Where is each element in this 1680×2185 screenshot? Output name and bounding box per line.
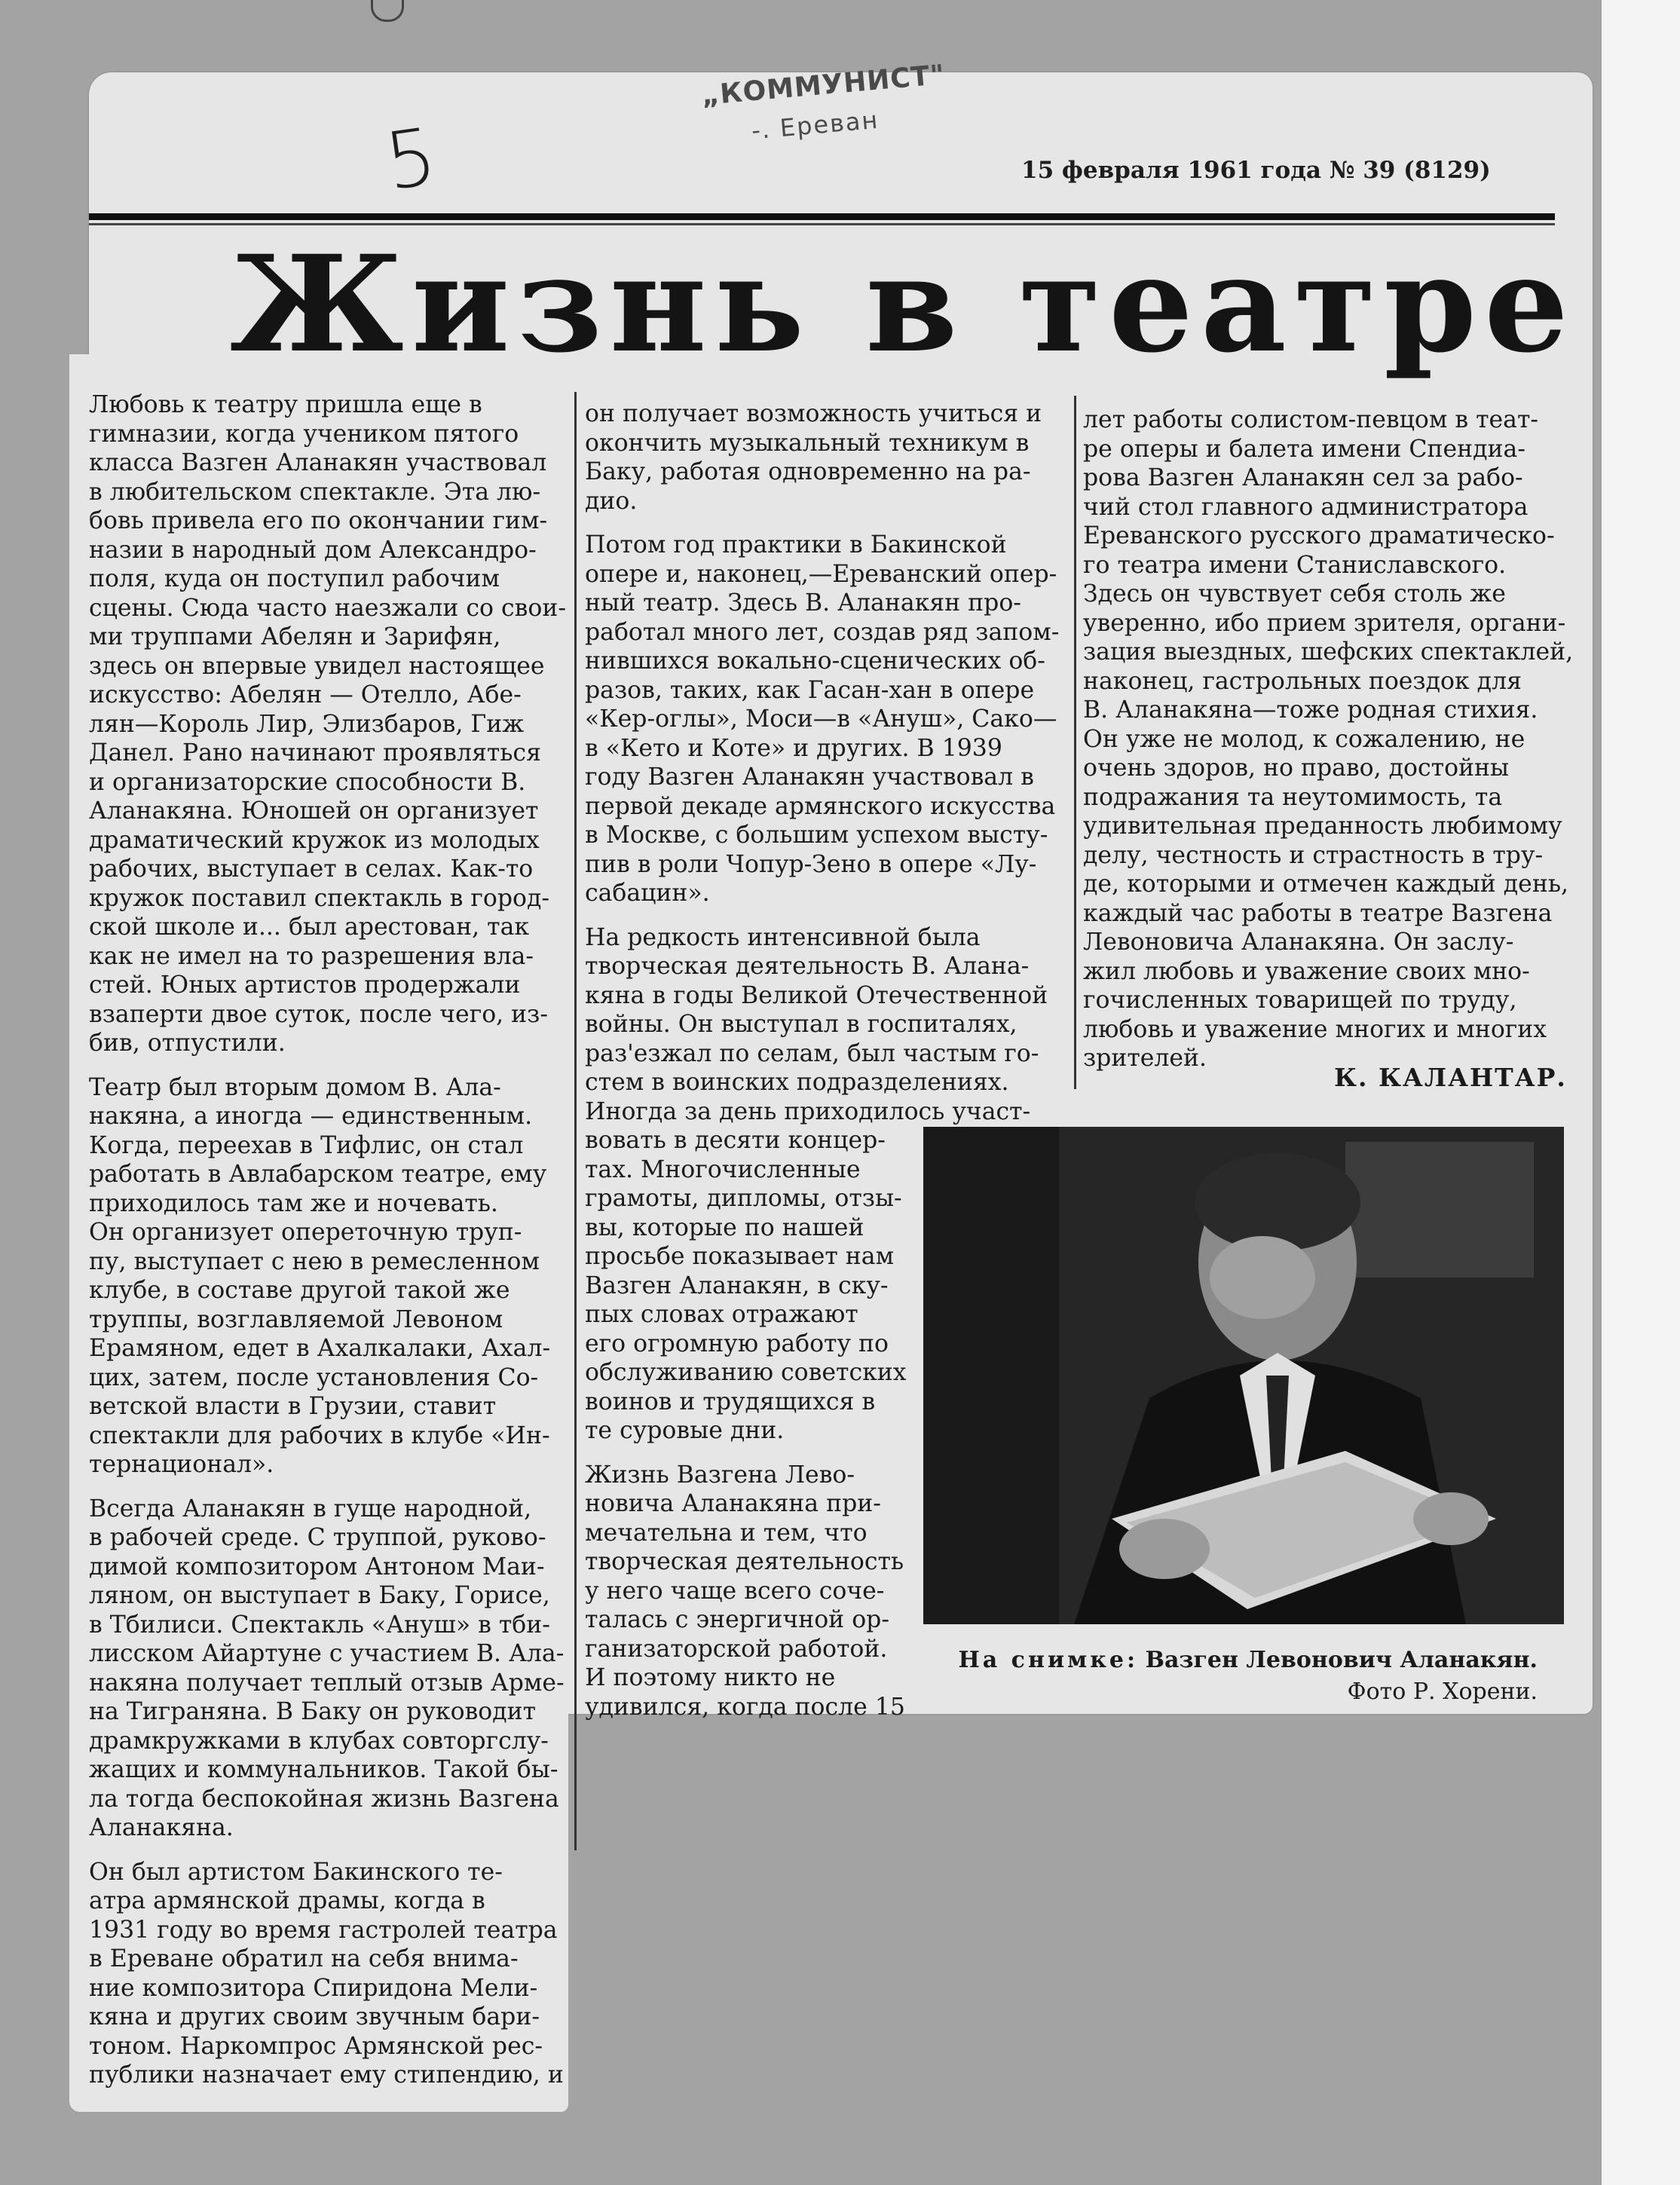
paragraph-gap: [585, 908, 1059, 923]
text-line: удивительная преданность любимому: [1083, 812, 1562, 840]
text-line: Данел. Рано начинают проявляться: [89, 739, 541, 767]
text-line: 1931 году во время гастролей театра: [89, 1916, 558, 1944]
text-line: работал много лет, создав ряд запом-: [585, 618, 1060, 646]
text-line: делу, честность и страстность в тру-: [1083, 841, 1544, 869]
paragraph-gap: [89, 1843, 566, 1858]
text-line: просьбе показывает нам: [585, 1243, 895, 1270]
text-line: Театр был вторым домом В. Ала-: [89, 1073, 501, 1101]
text-line: мечательна и тем, что: [585, 1519, 868, 1547]
text-line: поля, куда он поступил рабочим: [89, 565, 500, 592]
text-line: в Тбилиси. Спектакль «Ануш» в тби-: [89, 1611, 550, 1639]
text-line: жил любовь и уважение своих мно-: [1083, 957, 1530, 985]
text-line: удивился, когда после 15: [585, 1693, 905, 1721]
issue-dateline: 15 февраля 1961 года № 39 (8129): [1021, 157, 1491, 184]
text-line: взаперти двое суток, после чего, из-: [89, 1000, 549, 1028]
caption-subject: Вазген Левонович Аланакян.: [1145, 1647, 1538, 1673]
text-line: наконец, гастрольных поездок для: [1083, 667, 1522, 695]
text-line: Левоновича Аланакяна. Он заслу-: [1083, 929, 1514, 956]
text-line: рова Вазген Аланакян сел за рабо-: [1083, 464, 1523, 491]
text-line: Аланакяна.: [89, 1814, 234, 1841]
text-line: творческая деятельность: [585, 1548, 904, 1575]
text-line: в любительском спектакле. Эта лю-: [89, 478, 541, 506]
text-line: первой декаде армянского искусства: [585, 792, 1056, 820]
article-headline: Жизнь в театре: [230, 226, 1577, 382]
text-line: лет работы солистом-певцом в теат-: [1083, 406, 1539, 433]
text-line: окончить музыкальный техникум в: [585, 429, 1030, 457]
text-line: цих, затем, после установления Со-: [89, 1363, 539, 1391]
stamp-city: -. Ереван: [750, 105, 880, 145]
text-line: обслуживанию советских: [585, 1359, 907, 1386]
pencil-mark: [371, 0, 404, 22]
text-line: в «Кето и Коте» и других. В 1939: [585, 734, 1002, 762]
text-line: ской школе и... был арестован, так: [89, 913, 530, 941]
text-line: назии в народный дом Александро-: [89, 536, 537, 564]
text-line: сцены. Сюда часто наезжали со свои-: [89, 594, 566, 622]
text-line: рабочих, выступает в селах. Как-то: [89, 855, 534, 883]
text-line: ми труппами Абелян и Зарифян,: [89, 623, 501, 650]
text-line: году Вазген Аланакян участвовал в: [585, 764, 1034, 791]
text-line: драмкружками в клубах совторгслу-: [89, 1727, 549, 1755]
text-line: ре оперы и балета имени Спендиа-: [1083, 435, 1525, 463]
text-line: труппы, возглавляемой Левоном: [89, 1305, 503, 1333]
text-line: опере и, наконец,—Ереванский опер-: [585, 560, 1057, 588]
photo-credit: Фото Р. Хорени.: [1347, 1679, 1538, 1705]
text-line: творческая деятельность В. Алана-: [585, 953, 1030, 980]
text-line: ганизаторской работой.: [585, 1635, 888, 1663]
text-line: Ереванского русского драматическо-: [1083, 522, 1555, 549]
paragraph-gap: [89, 1058, 566, 1073]
text-line: в рабочей среде. С труппой, руково-: [89, 1524, 546, 1551]
text-line: лян—Король Лир, Элизбаров, Гиж: [89, 710, 525, 738]
text-line: клубе, в составе другой такой же: [89, 1277, 510, 1304]
text-line: его огромную работу по: [585, 1330, 889, 1357]
photo-caption: [950, 1645, 1538, 1708]
text-line: драматический кружок из молодых: [89, 826, 540, 854]
text-line: пу, выступает с нею в ремесленном: [89, 1247, 540, 1275]
text-line: класса Вазген Аланакян участвовал: [89, 449, 547, 476]
caption-lead: На снимке:: [958, 1647, 1139, 1673]
text-line: те суровые дни.: [585, 1417, 785, 1444]
header-rule: [89, 213, 1555, 220]
text-line: ляном, он выступает в Баку, Горисе,: [89, 1582, 550, 1609]
text-line: как не имел на то разрешения вла-: [89, 942, 534, 970]
scanner-margin: [1602, 0, 1680, 2185]
text-line: бив, отпустили.: [89, 1030, 286, 1057]
text-line: Любовь к театру пришла еще в: [89, 391, 482, 418]
text-line: кяна и других своим звучным бари-: [89, 2003, 540, 2030]
text-line: накяна получает теплый отзыв Арме-: [89, 1669, 565, 1697]
text-line: ный театр. Здесь В. Аланакян про-: [585, 589, 1021, 617]
text-line: на Тиграняна. В Баку он руководит: [89, 1698, 537, 1725]
text-line: ла тогда беспокойная жизнь Вазгена: [89, 1785, 559, 1813]
text-line: кяна в годы Великой Отечественной: [585, 981, 1048, 1009]
text-line: уверенно, ибо прием зрителя, органи-: [1083, 609, 1566, 637]
text-line: дио.: [585, 487, 638, 515]
text-line: тоном. Наркомпрос Армянской рес-: [89, 2032, 543, 2060]
text-line: раз'езжал по селам, был частым го-: [585, 1039, 1039, 1067]
text-line: сабацин».: [585, 880, 710, 907]
text-line: На редкость интенсивной была: [585, 923, 981, 951]
text-line: чий стол главного администратора: [1083, 493, 1529, 521]
stamp-newspaper-name: „КОММУНИСТ": [700, 59, 947, 112]
text-line: «Кер-оглы», Моси—в «Ануш», Сако—: [585, 705, 1057, 733]
column-divider: [574, 392, 577, 1850]
text-line: зация выездных, шефских спектаклей,: [1083, 638, 1574, 666]
text-line: Он организует опереточную труп-: [89, 1219, 522, 1246]
column-divider: [1074, 396, 1076, 1089]
text-line: гочисленных товарищей по труду,: [1083, 987, 1517, 1014]
text-line: грамоты, дипломы, отзы-: [585, 1185, 902, 1212]
text-line: у него чаще всего соче-: [585, 1577, 885, 1605]
text-line: спектакли для рабочих в клубе «Ин-: [89, 1421, 550, 1449]
text-line: Он был артистом Бакинского те-: [89, 1858, 503, 1886]
text-line: работать в Авлабарском театре, ему: [89, 1161, 547, 1188]
caption-line: [950, 1645, 1538, 1676]
text-line: В. Аланакяна—тоже родная стихия.: [1083, 696, 1538, 724]
text-line: тернационал».: [89, 1451, 274, 1478]
text-line: го театра имени Станиславского.: [1083, 551, 1507, 579]
text-line: Всегда Аланакян в гуще народной,: [89, 1495, 532, 1522]
article-column-1: [89, 390, 566, 2090]
text-line: здесь он впервые увидел настоящее: [89, 652, 545, 680]
text-line: разов, таких, как Гасан-хан в опере: [585, 676, 1035, 704]
text-line: Иногда за день приходилось участ-: [585, 1097, 1031, 1125]
text-line: искусство: Абелян — Отелло, Абе-: [89, 681, 522, 708]
header-rule-thin: [89, 223, 1555, 225]
portrait-photo: [923, 1127, 1564, 1624]
text-line: публики назначает ему стипендию, и: [89, 2061, 564, 2089]
text-line: Жизнь Вазгена Лево-: [585, 1461, 855, 1489]
text-line: Он уже не молод, к сожалению, не: [1083, 725, 1525, 753]
text-line: стей. Юных артистов продержали: [89, 972, 521, 999]
text-line: пых словах отражают: [585, 1301, 858, 1328]
handwritten-page-number: 5: [379, 109, 442, 209]
text-line: нившихся вокально-сценических об-: [585, 647, 1045, 675]
text-line: вовать в десяти концер-: [585, 1127, 886, 1154]
text-line: любовь и уважение многих и многих: [1083, 1015, 1547, 1043]
text-line: зрителей.: [1083, 1045, 1207, 1072]
text-line: он получает возможность учиться и: [585, 400, 1042, 427]
text-line: Вазген Аланакян, в ску-: [585, 1272, 889, 1299]
text-line: ветской власти в Грузии, ставит: [89, 1393, 497, 1420]
text-line: бовь привела его по окончании гим-: [89, 507, 548, 534]
text-line: новича Аланакяна при-: [585, 1490, 881, 1517]
author-signature: К. КАЛАНТАР.: [1334, 1063, 1567, 1092]
newspaper-stamp: [700, 58, 965, 193]
text-line: Здесь он чувствует себя столь же: [1083, 580, 1506, 607]
text-line: стем в воинских подразделениях.: [585, 1069, 1009, 1096]
text-line: каждый час работы в театре Вазгена: [1083, 899, 1553, 927]
text-line: ние композитора Спиридона Мели-: [89, 1974, 538, 2002]
text-line: И поэтому никто не: [585, 1664, 836, 1691]
text-line: Ерамяном, едет в Ахалкалаки, Ахал-: [89, 1335, 551, 1362]
text-line: приходилось там же и ночевать.: [89, 1189, 498, 1217]
text-line: пив в роли Чопур-Зено в опере «Лу-: [585, 850, 1037, 878]
text-line: Когда, переехав в Тифлис, он стал: [89, 1131, 524, 1159]
text-line: кружок поставил спектакль в город-: [89, 884, 550, 912]
text-line: Баку, работая одновременно на ра-: [585, 458, 1031, 485]
paragraph-gap: [585, 516, 1059, 531]
text-line: подражания та неутомимость, та: [1083, 783, 1503, 811]
text-line: гимназии, когда учеником пятого: [89, 420, 519, 448]
text-line: димой композитором Антоном Маи-: [89, 1553, 545, 1581]
text-line: накяна, а иногда — единственным.: [89, 1103, 533, 1130]
text-line: в Ереване обратил на себя внима-: [89, 1945, 519, 1972]
text-line: атра армянской драмы, когда в: [89, 1887, 485, 1914]
text-line: тах. Многочисленные: [585, 1155, 861, 1183]
text-line: и организаторские способности В.: [89, 768, 526, 796]
text-line: жащих и коммунальников. Такой бы-: [89, 1756, 558, 1783]
text-line: Аланакяна. Юношей он организует: [89, 797, 539, 825]
text-line: вы, которые по нашей: [585, 1213, 864, 1241]
article-column-3: [1083, 405, 1573, 1073]
text-line: лисском Айартуне с участием В. Ала-: [89, 1640, 565, 1667]
text-line: Потом год практики в Бакинской: [585, 531, 1007, 558]
photo-illustration: [923, 1127, 1564, 1624]
text-line: де, которыми и отмечен каждый день,: [1083, 871, 1568, 898]
text-line: в Москве, с большим успехом высту-: [585, 822, 1048, 849]
text-line: талась с энергичной ор-: [585, 1606, 889, 1633]
text-line: очень здоров, но право, достойны: [1083, 754, 1510, 782]
text-line: войны. Он выступал в госпиталях,: [585, 1011, 1017, 1038]
text-line: воинов и трудящихся в: [585, 1388, 876, 1415]
paragraph-gap: [89, 1480, 566, 1495]
